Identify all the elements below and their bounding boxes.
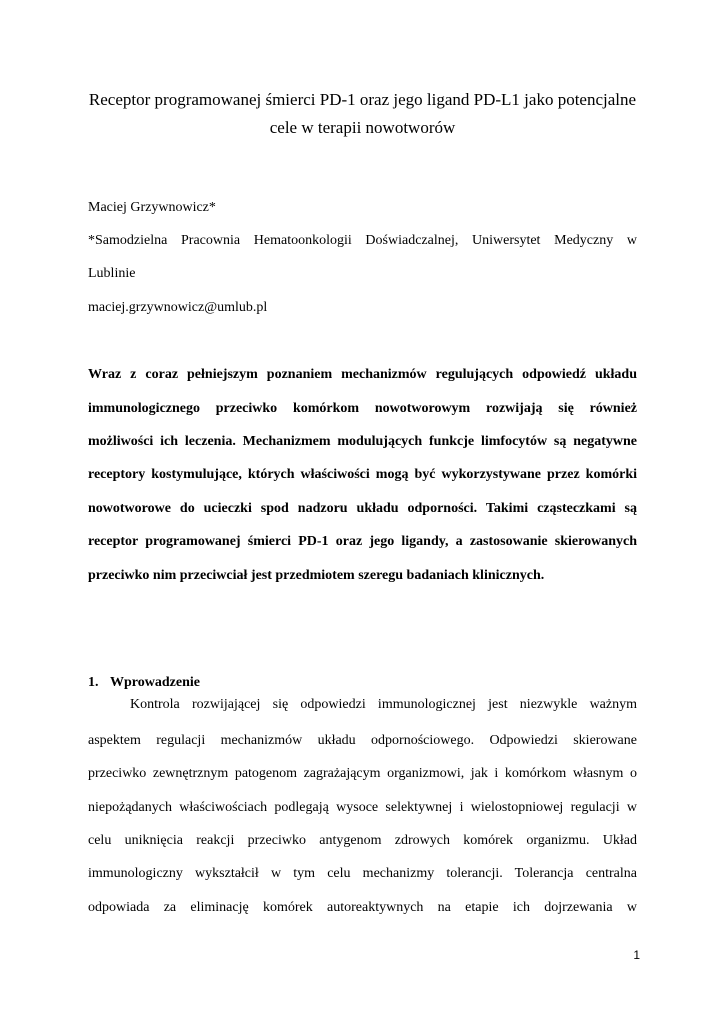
body-line: aspektem regulacji mechanizmów układu odpornościowego. Odpowiedzi skierowane (88, 733, 637, 748)
section-heading (88, 674, 637, 692)
body-line: immunologiczny wykształcił w tym celu mechanizmy tolerancji. Tolerancja centralna (88, 866, 637, 881)
body-line: odpowiada za eliminację komórek autoreaktywnych na etapie ich dojrzewania w (88, 900, 637, 915)
abstract-line: receptory kostymulujące, których właściwości mogą być wykorzystywane przez komórki (88, 467, 637, 482)
section-title: Wprowadzenie (110, 675, 200, 690)
abstract-line: Wraz z coraz pełniejszym poznaniem mechanizmów regulujących odpowiedź układu (88, 367, 637, 382)
abstract-line: możliwości ich leczenia. Mechanizmem modulujących funkcje limfocytów są negatywne (88, 434, 637, 449)
page-number: 1 (633, 948, 640, 962)
body-line: Kontrola rozwijającej się odpowiedzi immunologicznej jest niezwykle ważnym (130, 697, 637, 712)
title-line: cele w terapii nowotworów (269, 118, 456, 137)
author-affiliation-continued: Lublinie (88, 266, 136, 281)
body-line: niepożądanych właściwościach podlegają wysoce selektywnej i wielostopniowej regulacji w (88, 800, 637, 815)
abstract-line: receptor programowanej śmierci PD-1 oraz jego ligandy, a zastosowanie skierowanych (88, 534, 637, 549)
paper-title (80, 86, 645, 142)
body-line: celu uniknięcia reakcji przeciwko antygenom zdrowych komórek organizmu. Układ (88, 833, 637, 848)
author-affiliation: *Samodzielna Pracownia Hematoonkologii Doświadczalnej, Uniwersytet Medyczny w (88, 233, 637, 248)
abstract-line: przeciwko nim przeciwciał jest przedmiotem szeregu badaniach klinicznych. (88, 568, 545, 583)
abstract-line: immunologicznego przeciwko komórkom nowotworowym rozwijają się również (88, 401, 637, 416)
author-email: maciej.grzywnowicz@umlub.pl (88, 300, 268, 315)
author-name: Maciej Grzywnowicz* (88, 200, 216, 215)
body-line: przeciwko zewnętrznym patogenom zagrażającym organizmowi, jak i komórkom własnym o (88, 766, 637, 781)
title-line: Receptor programowanej śmierci PD-1 oraz jego ligand PD-L1 jako potencjalne (88, 90, 637, 109)
abstract-line: nowotworowe do ucieczki spod nadzoru układu odporności. Takimi cząsteczkami są (88, 501, 637, 516)
section-number: 1. (88, 675, 99, 690)
